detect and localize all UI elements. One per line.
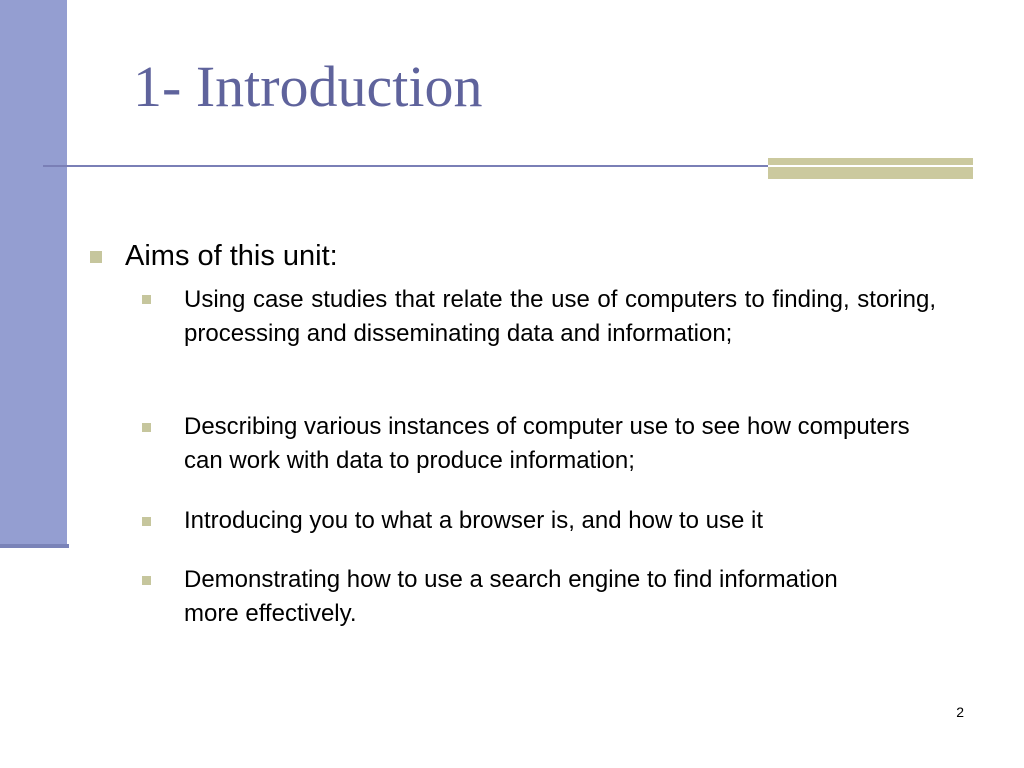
bullet-square-icon xyxy=(142,423,151,432)
aim-item-1: Using case studies that relate the use of computers to finding, storing, processing and disseminating data and information; xyxy=(184,286,936,347)
bullet-square-icon xyxy=(142,517,151,526)
bullet-square-icon xyxy=(90,251,102,263)
bullet-square-icon xyxy=(142,576,151,585)
aim-item-3: Introducing you to what a browser is, and how to use it xyxy=(184,507,763,534)
page-number: 2 xyxy=(956,704,964,720)
bullet-square-icon xyxy=(142,295,151,304)
aim-item-4: Demonstrating how to use a search engine to find information more effectively. xyxy=(184,566,838,627)
aims-heading: Aims of this unit: xyxy=(125,240,338,272)
slide-title: 1- Introduction xyxy=(133,54,483,119)
aim-item-2: Describing various instances of computer use to see how computers can work with data to produce information; xyxy=(184,413,910,474)
